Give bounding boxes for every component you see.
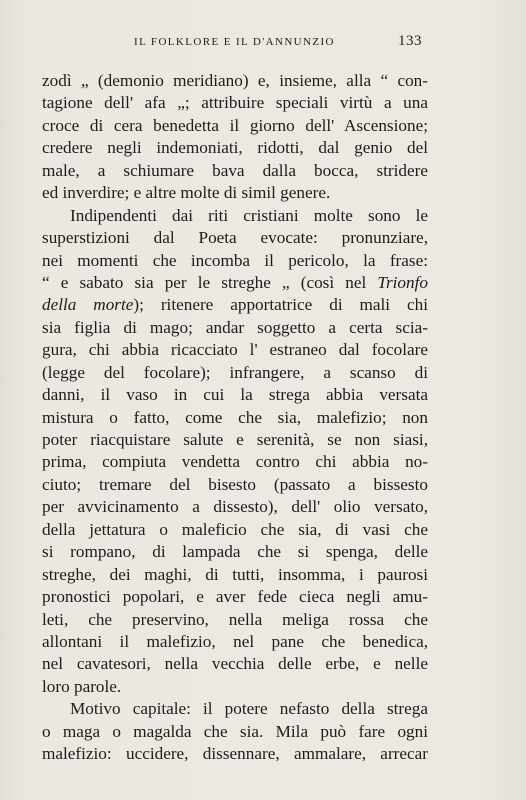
text-line: loro parole. (42, 676, 122, 696)
text-line: per avvicinamento a dissesto), dell' olio versato, (42, 497, 428, 517)
text-line: poter riacquistare salute e serenità, se non siasi, (42, 430, 428, 449)
text-line: Indipendenti dai riti cristiani molte sono le (70, 205, 428, 225)
text-line: si rompano, di lampada che si spenga, delle (42, 542, 428, 562)
text-line: o maga o magalda che sia. Mila può fare ogni (42, 721, 428, 741)
text-line: (legge del focolare); infrangere, a scanso di (42, 362, 428, 382)
text-line: ciuto; tremare del bisesto (passato a bissesto (42, 474, 428, 494)
body-text (42, 70, 428, 766)
page-number: 133 (398, 33, 422, 49)
text-line: male, a schiumare bava dalla bocca, stridere (42, 160, 428, 180)
text-line: gura, chi abbia ricacciato l' estraneo dal focolare (42, 340, 428, 360)
text-line: nei momenti che incomba il pericolo, la frase: (42, 250, 428, 270)
text-line: sia figlia di mago; andar soggetto a certa scia- (42, 317, 428, 337)
text-line: pronostici popolari, e aver fede cieca negli amu- (42, 587, 428, 607)
text-line: danni, il vaso in cui la strega abbia versata (42, 385, 428, 405)
text-line: croce di cera benedetta il giorno dell' Ascensione; (42, 115, 428, 135)
text-run: ); ritenere apportatrice di mali chi (133, 295, 429, 315)
text-line: Motivo capitale: il potere nefasto della strega (70, 699, 428, 719)
book-title-italic: della morte (42, 295, 134, 315)
text-line: malefizio: uccidere, dissennare, ammalare, arrecar (42, 744, 428, 764)
text-line: ed inverdire; e altre molte di simil genere. (42, 183, 331, 203)
text-line-mixed (42, 272, 428, 294)
text-line-mixed (42, 294, 428, 316)
text-line: leti, che preservino, nella meliga rossa che (42, 609, 428, 629)
text-line: tagione dell' afa „; attribuire speciali virtù a una (42, 93, 428, 113)
text-line: prima, compiuta vendetta contro chi abbia no- (42, 452, 428, 472)
text-line: mistura o fatto, come che sia, malefizio; non (42, 407, 428, 427)
text-run: “ e sabato sia per le streghe „ (così nel (42, 272, 378, 292)
text-line: streghe, dei maghi, di tutti, insomma, i paurosi (42, 564, 428, 584)
text-line: zodì „ (demonio meridiano) e, insieme, alla “ con- (42, 71, 428, 90)
text-line: della jettatura o maleficio che sia, di vasi che (42, 519, 428, 539)
page-header (0, 33, 526, 56)
text-line: nel cavatesori, nella vecchia delle erbe, e nelle (42, 654, 428, 674)
running-title: IL FOLKLORE E IL D'ANNUNZIO (134, 36, 335, 48)
text-line: allontani il malefizio, nel pane che benedica, (42, 631, 428, 651)
text-line: superstizioni dal Poeta evocate: pronunziare, (42, 228, 428, 248)
book-title-italic: Trionfo (377, 272, 428, 292)
text-line: credere negli indemoniati, ridotti, dal genio del (42, 138, 428, 158)
